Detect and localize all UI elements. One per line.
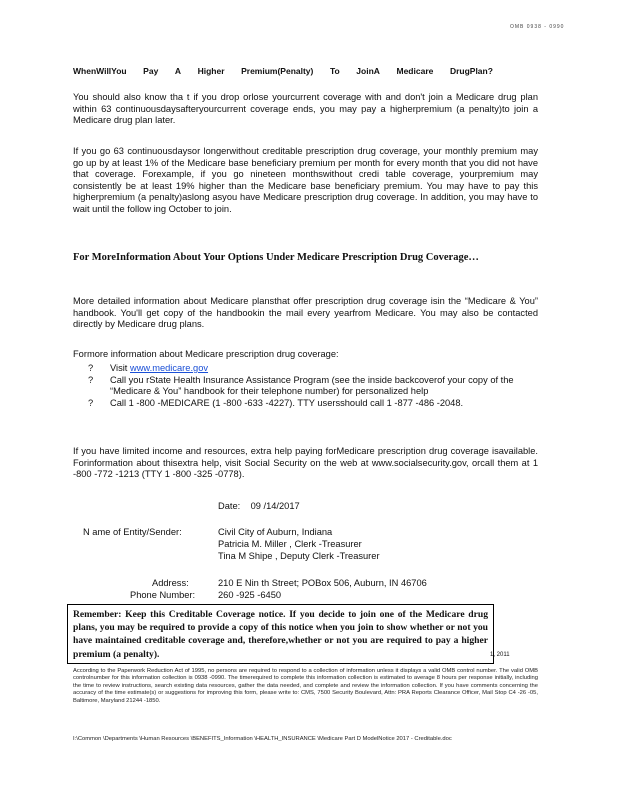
penalty-heading: [73, 66, 493, 76]
address-label: Address:: [152, 578, 189, 588]
entity-line: Tina M Shipe , Deputy Clerk -Treasurer: [218, 551, 380, 561]
bullet-text: Call you rState Health Insurance Assistance Program (see the inside backcoverof your copy of the “Medicare & You” handbook for their telephone number) for personalized help: [110, 374, 514, 397]
heading-word: JoinA: [356, 66, 380, 76]
page-marker: 1, 2011: [490, 652, 510, 658]
bullet-text: [110, 363, 208, 375]
bullet-text: Call 1 -800 -MEDICARE (1 -800 -633 -4227). TTY usersshould call 1 -877 -486 -2048.: [110, 397, 464, 408]
list-item: [88, 363, 538, 375]
file-path-footer: I:\Common \Departments \Human Resources \BENEFITS_Information \HEALTH_INSURANCE \Medicare Part D ModelNotice 2017 - Creditable.doc: [73, 736, 452, 742]
entity-line: Civil City of Auburn, Indiana: [218, 527, 333, 537]
paragraph-drop-coverage: You should also know tha t if you drop orlose yourcurrent coverage with and don't join a Medicare drug plan within 63 continuousdaysafteryourcurrent coverage ends, you may pay a higherpremium (a penalty)to join a Medicare drug plan later.: [73, 92, 538, 126]
date-label: Date:: [218, 501, 241, 511]
bullet-mark: ?: [88, 363, 94, 373]
entity-value: [218, 526, 380, 562]
date-value: 09 /14/2017: [250, 501, 300, 511]
bullet-mark: ?: [88, 397, 94, 408]
paragraph-more-info-intro: Formore information about Medicare prescription drug coverage:: [73, 349, 339, 359]
entity-line: Patricia M. Miller , Clerk -Treasurer: [218, 539, 362, 549]
medicare-link[interactable]: www.medicare.gov: [130, 363, 209, 373]
entity-label: N ame of Entity/Sender:: [83, 527, 182, 537]
list-item: [88, 398, 538, 410]
phone-label: Phone Number:: [130, 590, 196, 600]
bullet-mark: ?: [88, 374, 94, 385]
heading-word: Higher: [197, 66, 225, 76]
phone-value: 260 -925 -6450: [218, 590, 282, 600]
heading-word: A: [174, 66, 182, 76]
paragraph-handbook: More detailed information about Medicare plansthat offer prescription drug coverage isin the “Medicare & You” handbook. You'll get copy of the handbookin the mail every yearfrom Medicare. You may also be contacted directly by Medicare drug plans.: [73, 296, 538, 330]
heading-word: Premium(Penalty): [241, 66, 314, 76]
list-item: [88, 375, 538, 398]
paperwork-burden-statement: According to the Paperwork Reduction Act of 1995, no persons are required to respond to a collection of information unless it displays a valid OMB control number. The valid OMB controlnumber for this information collection is 0938 -0990. The timerequired to complete this information collection is estimated to average 8 hours per response initially, including the time to review instructions, search existing data resources, gather the data needed, and complete and review the information collection. If you have comments concerning the accuracy of the time estimate(s) or suggestions for improving this form, please write to: CMS, 7500 Security Boulevard, Attn: PRA Reports Clearance Officer, Mail Stop C4 -26 -05, Baltimore, Maryland 21244 -1850.: [73, 668, 538, 704]
more-information-heading: For MoreInformation About Your Options Under Medicare Prescription Drug Coverage…: [73, 252, 479, 263]
heading-word: Medicare: [396, 66, 434, 76]
paragraph-extra-help: If you have limited income and resources, extra help paying forMedicare prescription drug coverage isavailable. Forinformation about thisextra help, visit Social Security on the web at www.socialsecurity.gov, orcall them at 1 -800 -772 -1213 (TTY 1 -800 -325 -0778).: [73, 446, 538, 480]
paragraph-63-days: If you go 63 continuousdaysor longerwithout creditable prescription drug coverage, your monthly premium may go up by at least 1% of the Medicare base beneficiary premium per month for every month that you did not have that coverage. Forexample, if you go nineteen monthswithout credi table coverage, yourpremium may consistently be at least 19% higher than the Medicare base beneficiary premium. You may have to pay this higherpremium (a penalty)aslong asyou have Medicare prescription drug coverage. In addition, you may have to wait until the follow ing October to join.: [73, 146, 538, 214]
date-line: [218, 500, 300, 512]
remember-box: Remember: Keep this Creditable Coverage notice. If you decide to join one of the Medicare drug plans, you may be required to provide a copy of this notice when you join to show whether or not you have maintained creditable coverage and, therefore,whether or not you are required to pay a higher premium (a penalty).: [67, 604, 494, 664]
visit-prefix: Visit: [110, 363, 128, 373]
address-value: 210 E Nin th Street; POBox 506, Auburn, IN 46706: [218, 578, 427, 588]
heading-word: DrugPlan?: [449, 66, 493, 76]
heading-word: WhenWillYou: [73, 66, 127, 76]
heading-word: To: [329, 66, 340, 76]
heading-word: Pay: [143, 66, 159, 76]
info-bullet-list: [88, 363, 538, 409]
omb-number: OMB 0938 - 0990: [510, 24, 565, 30]
